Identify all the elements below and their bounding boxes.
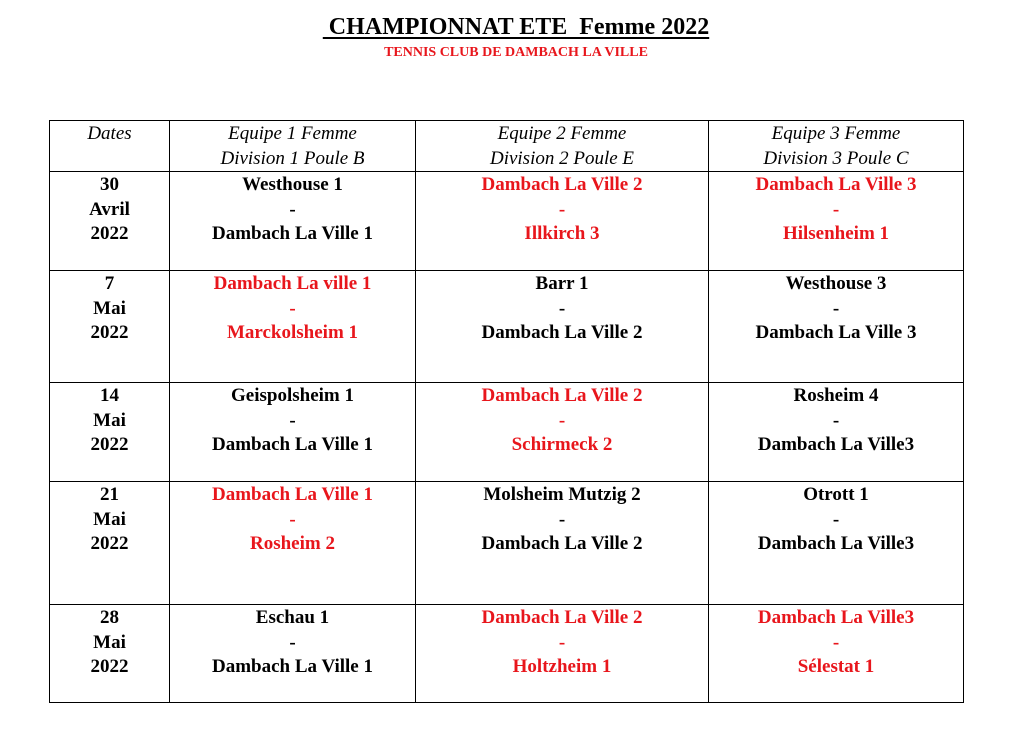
match-cell-team3: [709, 605, 964, 703]
table-row: [50, 383, 964, 482]
header-team3-name: Equipe 3 Femme: [771, 123, 901, 144]
match-separator: -: [558, 508, 566, 530]
match-away: Marckolsheim 1: [226, 322, 359, 343]
match-home: Dambach La Ville 1: [212, 484, 373, 505]
match-home: Dambach La Ville3: [757, 607, 915, 628]
header-team3: [709, 121, 964, 172]
date-month: Mai: [93, 508, 126, 530]
date-day: 28: [100, 607, 119, 628]
match-separator: -: [289, 198, 296, 220]
date-year: 2022: [90, 322, 129, 343]
match-home: Dambach La Ville 2: [481, 385, 643, 406]
match-separator: -: [558, 409, 566, 431]
match-away: Sélestat 1: [797, 656, 875, 677]
match-home: Molsheim Mutzig 2: [483, 484, 641, 505]
match-away: Hilsenheim 1: [782, 223, 890, 244]
header-team2-name: Equipe 2 Femme: [497, 123, 627, 144]
date-year: 2022: [90, 223, 129, 244]
match-separator: -: [289, 508, 296, 530]
match-home: Geispolsheim 1: [231, 385, 354, 406]
header-team2: [416, 121, 709, 172]
match-cell-team3: [709, 271, 964, 383]
match-away: Dambach La Ville 2: [481, 533, 643, 554]
match-cell-team2: [416, 383, 709, 482]
schedule-table: [49, 120, 964, 703]
table-row: [50, 605, 964, 703]
header-row: [50, 121, 964, 172]
match-away: Rosheim 2: [250, 533, 335, 554]
date-month: Avril: [89, 198, 130, 220]
table-row: [50, 172, 964, 271]
match-away: Dambach La Ville 2: [481, 322, 643, 343]
match-home: Rosheim 4: [793, 385, 879, 406]
date-day: 14: [100, 385, 119, 406]
match-away: Dambach La Ville 3: [755, 322, 917, 343]
match-home: Dambach La Ville 2: [481, 174, 643, 195]
match-cell-team2: [416, 172, 709, 271]
match-away: Dambach La Ville 1: [212, 656, 373, 677]
date-day: 30: [100, 174, 119, 195]
match-separator: -: [832, 631, 840, 653]
date-year: 2022: [90, 434, 129, 455]
match-cell-team2: [416, 605, 709, 703]
match-separator: -: [832, 508, 840, 530]
header-team3-division: Division 3 Poule C: [763, 147, 909, 169]
table-row: [50, 482, 964, 605]
match-cell-team1: [170, 172, 416, 271]
match-cell-team3: [709, 482, 964, 605]
date-month: Mai: [93, 297, 126, 319]
header-team1: [170, 121, 416, 172]
header-team1-name: Equipe 1 Femme: [228, 123, 357, 144]
header-team2-division: Division 2 Poule E: [489, 147, 635, 169]
match-home: Barr 1: [535, 273, 589, 294]
header-team1-division: Division 1 Poule B: [220, 147, 365, 169]
page-title: CHAMPIONNAT ETE Femme 2022: [322, 14, 710, 40]
match-away: Illkirch 3: [524, 223, 600, 244]
match-separator: -: [558, 297, 566, 319]
match-away: Dambach La Ville3: [757, 533, 915, 554]
match-separator: -: [832, 409, 840, 431]
match-home: Dambach La Ville 2: [481, 607, 643, 628]
match-cell-team1: [170, 271, 416, 383]
date-cell: [50, 172, 170, 271]
match-away: Dambach La Ville 1: [212, 434, 373, 455]
date-cell: [50, 271, 170, 383]
table-row: [50, 271, 964, 383]
date-year: 2022: [90, 656, 129, 677]
match-away: Dambach La Ville 1: [212, 223, 373, 244]
match-cell-team1: [170, 605, 416, 703]
match-separator: -: [558, 631, 566, 653]
match-separator: -: [558, 198, 566, 220]
date-month: Mai: [93, 631, 126, 653]
match-separator: -: [289, 297, 296, 319]
date-cell: [50, 383, 170, 482]
date-day: 7: [104, 273, 115, 294]
match-away: Dambach La Ville3: [757, 434, 915, 455]
match-home: Westhouse 1: [242, 174, 343, 195]
date-day: 21: [100, 484, 119, 505]
match-separator: -: [832, 297, 840, 319]
match-home: Westhouse 3: [785, 273, 887, 294]
match-home: Eschau 1: [255, 607, 330, 628]
match-cell-team3: [709, 383, 964, 482]
date-cell: [50, 605, 170, 703]
match-cell-team3: [709, 172, 964, 271]
match-cell-team1: [170, 482, 416, 605]
date-month: Mai: [93, 409, 126, 431]
header-dates: [50, 121, 170, 172]
match-home: Dambach La ville 1: [213, 273, 372, 294]
match-cell-team2: [416, 271, 709, 383]
match-cell-team2: [416, 482, 709, 605]
match-away: Holtzheim 1: [512, 656, 612, 677]
match-separator: -: [832, 198, 840, 220]
match-home: Dambach La Ville 3: [755, 174, 917, 195]
match-separator: -: [289, 631, 296, 653]
match-cell-team1: [170, 383, 416, 482]
date-year: 2022: [90, 533, 129, 554]
match-away: Schirmeck 2: [511, 434, 613, 455]
match-home: Otrott 1: [803, 484, 869, 505]
header-dates-label: Dates: [87, 123, 132, 144]
club-subtitle: TENNIS CLUB DE DAMBACH LA VILLE: [384, 45, 648, 60]
date-cell: [50, 482, 170, 605]
match-separator: -: [289, 409, 296, 431]
